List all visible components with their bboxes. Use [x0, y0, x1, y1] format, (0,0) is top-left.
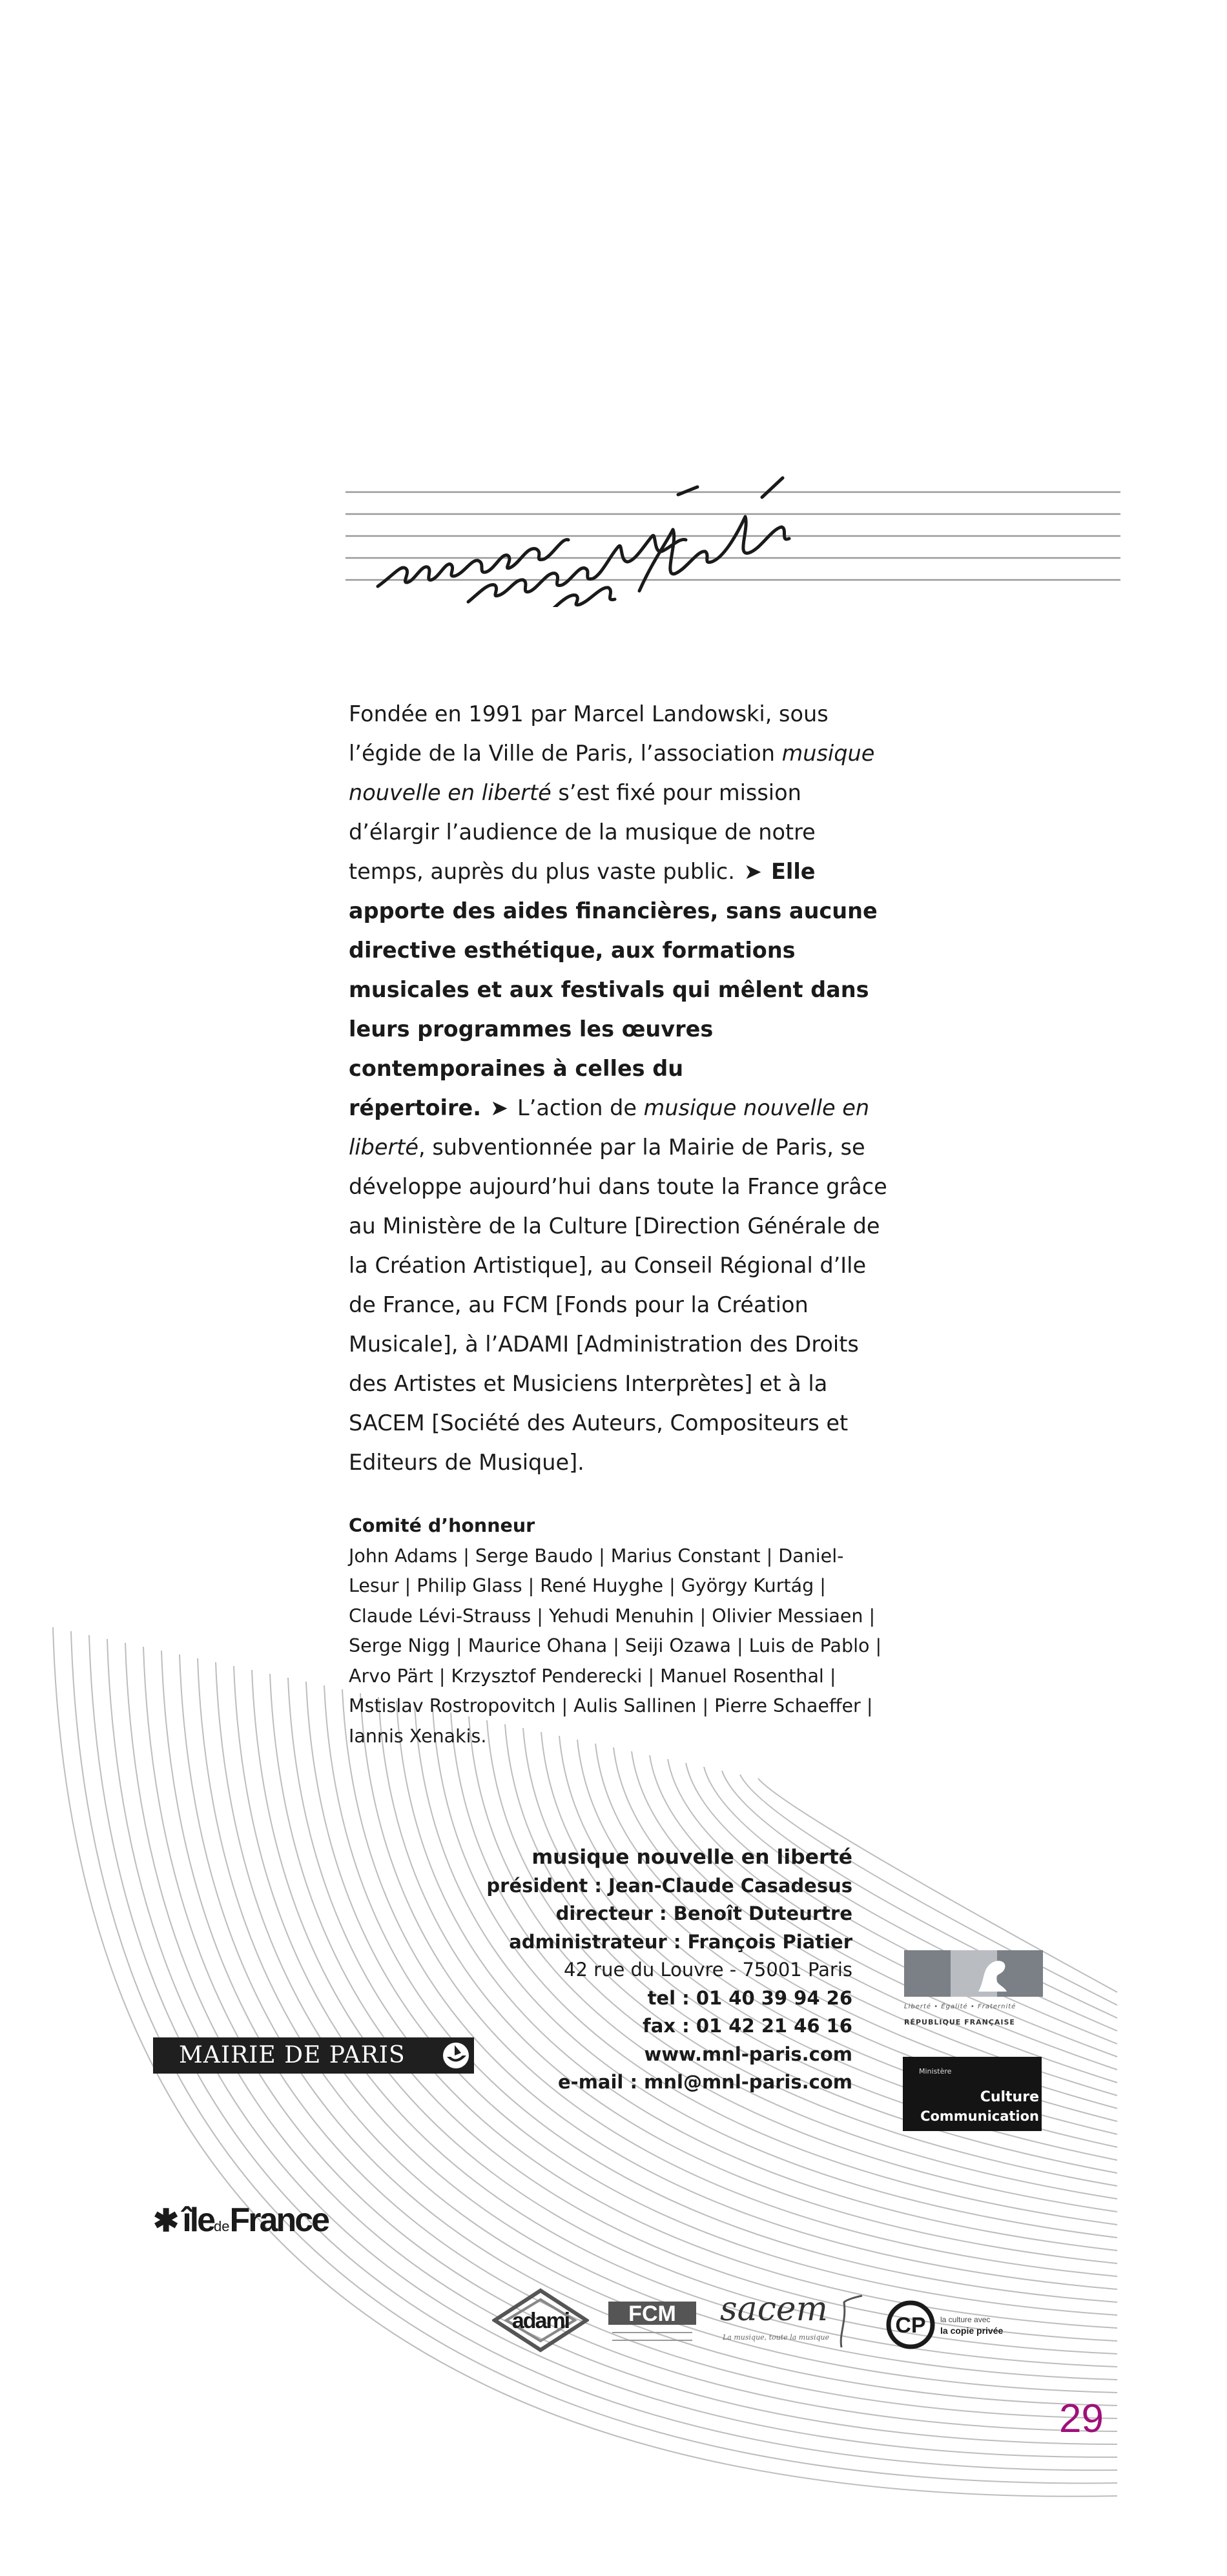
- contact-administrator: administrateur : François Piatier: [509, 1930, 852, 1953]
- contact-fax: fax : 01 42 21 46 16: [643, 2015, 852, 2037]
- mcc-ministere: Ministère: [919, 2067, 952, 2076]
- arrow-icon: ➤: [490, 1095, 509, 1120]
- contact-address: 42 rue du Louvre - 75001 Paris: [564, 1959, 852, 1981]
- adami-label: adami: [511, 2309, 570, 2333]
- copie-privee-logo: [885, 2299, 1040, 2351]
- ship-icon: [433, 2037, 474, 2074]
- contact-email[interactable]: e-mail : mnl@mnl-paris.com: [558, 2071, 852, 2093]
- rf-motto: Liberté • Égalité • Fraternité: [904, 2003, 1016, 2010]
- honor-committee-title: Comité d’honneur: [349, 1515, 535, 1536]
- arrow-icon: ➤: [743, 859, 762, 884]
- musique-nouvelle-logo: [375, 433, 801, 607]
- fcm-label: FCM: [628, 2302, 676, 2326]
- cp-tagline-2: la copie privée: [940, 2325, 1004, 2336]
- honor-committee: [349, 1511, 891, 1751]
- adami-logo: [492, 2288, 589, 2353]
- contact-president: président : Jean-Claude Casadesus: [486, 1874, 852, 1897]
- sacem-tagline: La musique, toute la musique: [723, 2333, 830, 2342]
- republique-francaise-logo: [904, 1950, 1043, 2033]
- idf-ile: île: [182, 2201, 214, 2239]
- rf-name: RÉPUBLIQUE FRANÇAISE: [904, 2018, 1015, 2026]
- marianne-icon: [965, 1954, 1017, 1994]
- ministere-culture-logo: [903, 2057, 1042, 2131]
- contact-telephone: tel : 01 40 39 94 26: [647, 1986, 852, 2009]
- mairie-de-paris-logo: [153, 2037, 474, 2074]
- cp-tagline-1: la culture avec: [940, 2315, 991, 2324]
- contact-block: [452, 1844, 852, 2097]
- page-number: 29: [1059, 2396, 1104, 2441]
- contact-director: directeur : Benoît Duteurtre: [555, 1902, 852, 1924]
- contact-organization: musique nouvelle en liberté: [531, 1846, 852, 1869]
- ile-de-france-logo: [153, 2201, 328, 2240]
- idf-france: France: [229, 2201, 329, 2239]
- intro-italic-name-2: musique nouvelle en liberté: [349, 1095, 870, 1160]
- intro-text-3: L’action de: [517, 1095, 644, 1120]
- intro-italic-name-1: musique nouvelle en liberté: [349, 741, 875, 805]
- intro-text-2: s’est fixé pour mission d’élargir l’audience de la musique de notre temps, auprès du plus vaste public.: [349, 780, 816, 884]
- cp-label: CP: [895, 2313, 926, 2338]
- intro-paragraph: [349, 694, 891, 1482]
- idf-de: de: [214, 2218, 230, 2234]
- fcm-logo: [607, 2299, 697, 2351]
- intro-text-1: Fondée en 1991 par Marcel Landowski, sous l’égide de la Ville de Paris, l’association: [349, 701, 829, 766]
- intro-bold-text: Elle apporte des aides financières, sans aucune directive esthétique, aux formations musicales et aux festivals qui mêlent dans leurs programmes les œuvres contemporaines à celles du répertoire.: [349, 859, 878, 1120]
- mcc-communication: Communication: [920, 2108, 1039, 2124]
- marianne-flag-icon: [904, 1950, 1043, 1997]
- mairie-de-paris-label: MAIRIE DE PARIS: [179, 2042, 406, 2068]
- mcc-culture: Culture: [980, 2089, 1039, 2105]
- star-icon: ✱: [153, 2204, 178, 2238]
- intro-text-4: , subventionnée par la Mairie de Paris, se développe aujourd’hui dans toute la France grâce au Ministère de la Culture [Direction Générale de la Création Artistique], au Conseil Régional d’Ile de France, au FCM [Fonds pour la Création Musicale], à l’ADAMI [Administration des Droits des Artistes et Musiciens Interprètes] et à la SACEM [Société des Auteurs, Compositeurs et Editeurs de Musique].: [349, 1135, 887, 1475]
- sacem-logo: [720, 2289, 865, 2347]
- honor-committee-members: John Adams | Serge Baudo | Marius Constant | Daniel-Lesur | Philip Glass | René Huyghe | György Kurtág | Claude Lévi-Strauss | Yehudi Menuhin | Olivier Messiaen | Serge Nigg | Maurice Ohana | Seiji Ozawa | Luis de Pablo | Arvo Pärt | Krzysztof Penderecki | Manuel Rosenthal | Mstislav Rostropovitch | Aulis Sallinen | Pierre Schaeffer | Iannis Xenakis.: [349, 1545, 882, 1747]
- sacem-label: sacem: [720, 2290, 828, 2329]
- contact-website[interactable]: www.mnl-paris.com: [644, 2043, 852, 2065]
